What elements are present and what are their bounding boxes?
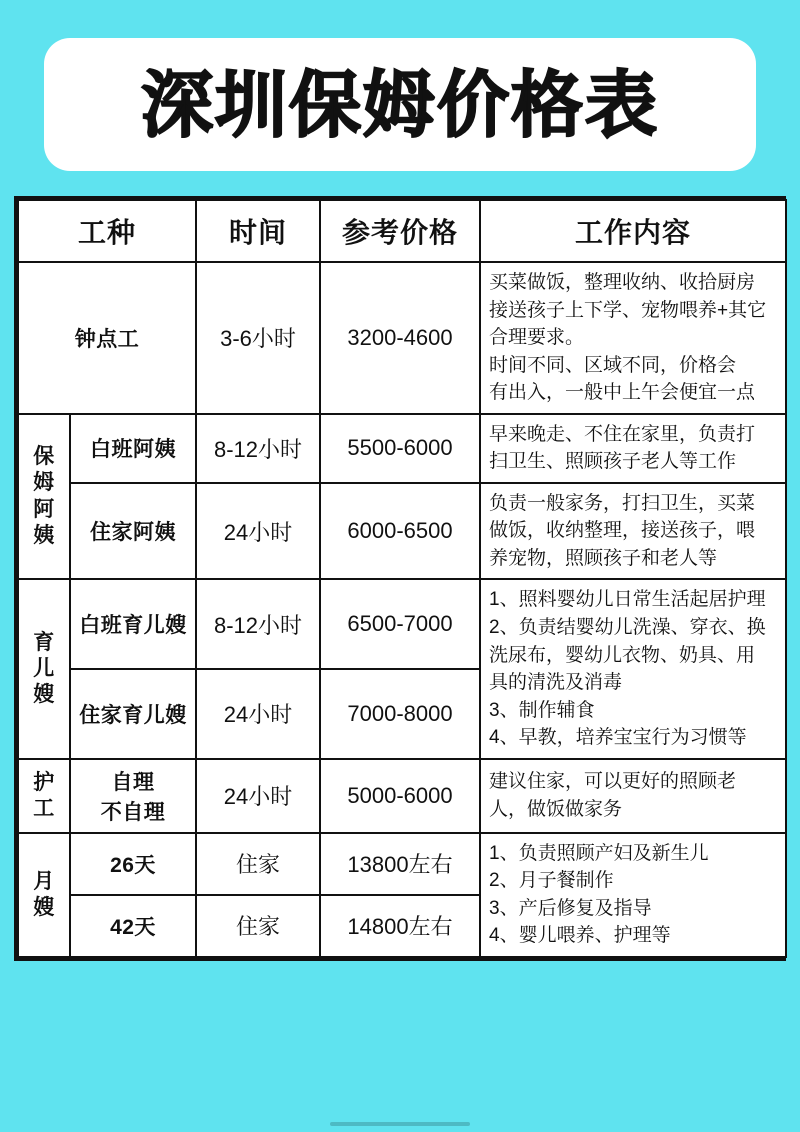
- price-table-container: [14, 196, 786, 961]
- cell-price: 6500-7000: [320, 579, 480, 669]
- duty-line: 买菜做饭，整理收纳、收拾厨房: [489, 272, 756, 293]
- duty-line: 有出入，一般中上午会便宜一点: [489, 382, 756, 404]
- duty-line: 2、月子餐制作: [489, 870, 614, 892]
- duty-line: 建议住家，可以更好的照顾老: [489, 771, 737, 793]
- cell-duties: [480, 579, 786, 758]
- cell-time: 住家: [196, 833, 320, 895]
- cell-group-hugong: 护 工: [18, 759, 70, 833]
- header-duties: 工作内容: [480, 200, 786, 262]
- cell-price: 6000-6500: [320, 483, 480, 580]
- cell-group-yuer: 育 儿 嫂: [18, 579, 70, 758]
- scroll-indicator-bar: [330, 1122, 470, 1126]
- cell-time: 3-6小时: [196, 262, 320, 414]
- cell-price: 5000-6000: [320, 759, 480, 833]
- job-line: 不自理: [100, 800, 166, 824]
- duty-line: 接送孩子上下学、宠物喂养+其它: [489, 299, 767, 321]
- job-stack: [79, 766, 187, 826]
- page-title: 深圳保姆价格表: [140, 62, 659, 147]
- duty-line: 4、早教，培养宝宝行为习惯等: [489, 727, 747, 749]
- table-row: [18, 414, 786, 483]
- cell-job: 42天: [70, 895, 196, 957]
- table-row: [18, 262, 786, 414]
- cell-group-baomu: 保 姆 阿 姨: [18, 414, 70, 580]
- duty-line: 1、照料婴幼儿日常生活起居护理: [489, 589, 766, 611]
- duty-line: 1、负责照顾产妇及新生儿: [489, 842, 709, 864]
- cell-duties: [480, 414, 786, 483]
- cell-price: 14800左右: [320, 895, 480, 957]
- title-card: [44, 38, 756, 171]
- duty-line: 扫卫生、照顾孩子老人等工作: [489, 451, 737, 473]
- cell-job: 钟点工: [18, 262, 196, 414]
- header-price: 参考价格: [320, 200, 480, 262]
- cell-job: 白班育儿嫂: [70, 579, 196, 669]
- cell-duties: [480, 483, 786, 580]
- table-row: [18, 833, 786, 895]
- cell-price: 13800左右: [320, 833, 480, 895]
- scroll-indicator: [0, 1122, 800, 1126]
- cell-job: [70, 759, 196, 833]
- duty-line: 做饭，收纳整理，接送孩子，喂: [489, 520, 756, 542]
- cell-duties: [480, 759, 786, 833]
- cell-price: 3200-4600: [320, 262, 480, 414]
- cell-job: 住家育儿嫂: [70, 669, 196, 759]
- cell-price: 7000-8000: [320, 669, 480, 759]
- duty-line: 合理要求。: [489, 327, 585, 349]
- cell-job: 26天: [70, 833, 196, 895]
- table-row: [18, 579, 786, 669]
- duty-line: 2、负责结婴幼儿洗澡、穿衣、换: [489, 617, 766, 639]
- cell-time: 8-12小时: [196, 579, 320, 669]
- duty-line: 时间不同、区域不同，价格会: [489, 354, 737, 376]
- cell-duties: [480, 833, 786, 957]
- duty-line: 早来晚走、不住在家里，负责打: [489, 423, 756, 445]
- duty-line: 养宠物，照顾孩子和老人等: [489, 547, 718, 569]
- duty-line: 3、产后修复及指导: [489, 897, 652, 919]
- duty-line: 负责一般家务，打扫卫生，买菜: [489, 492, 756, 514]
- cell-duties: [480, 262, 786, 414]
- duty-line: 3、制作辅食: [489, 699, 595, 721]
- cell-job: 白班阿姨: [70, 414, 196, 483]
- duty-line: 4、婴儿喂养、护理等: [489, 925, 671, 947]
- cell-time: 8-12小时: [196, 414, 320, 483]
- cell-time: 24小时: [196, 483, 320, 580]
- price-table: [17, 199, 787, 958]
- table-row: [18, 483, 786, 580]
- cell-job: 住家阿姨: [70, 483, 196, 580]
- table-header-row: [18, 200, 786, 262]
- duty-line: 洗尿布，婴幼儿衣物、奶具、用: [489, 644, 756, 666]
- cell-time: 24小时: [196, 669, 320, 759]
- cell-price: 5500-6000: [320, 414, 480, 483]
- cell-group-yuesao: 月 嫂: [18, 833, 70, 957]
- cell-time: 24小时: [196, 759, 320, 833]
- header-job-type: 工种: [18, 200, 196, 262]
- duty-line: 人，做饭做家务: [489, 798, 623, 820]
- table-row: [18, 759, 786, 833]
- cell-time: 住家: [196, 895, 320, 957]
- job-line: 自理: [111, 770, 155, 794]
- duty-line: 具的清洗及消毒: [489, 672, 623, 694]
- header-time: 时间: [196, 200, 320, 262]
